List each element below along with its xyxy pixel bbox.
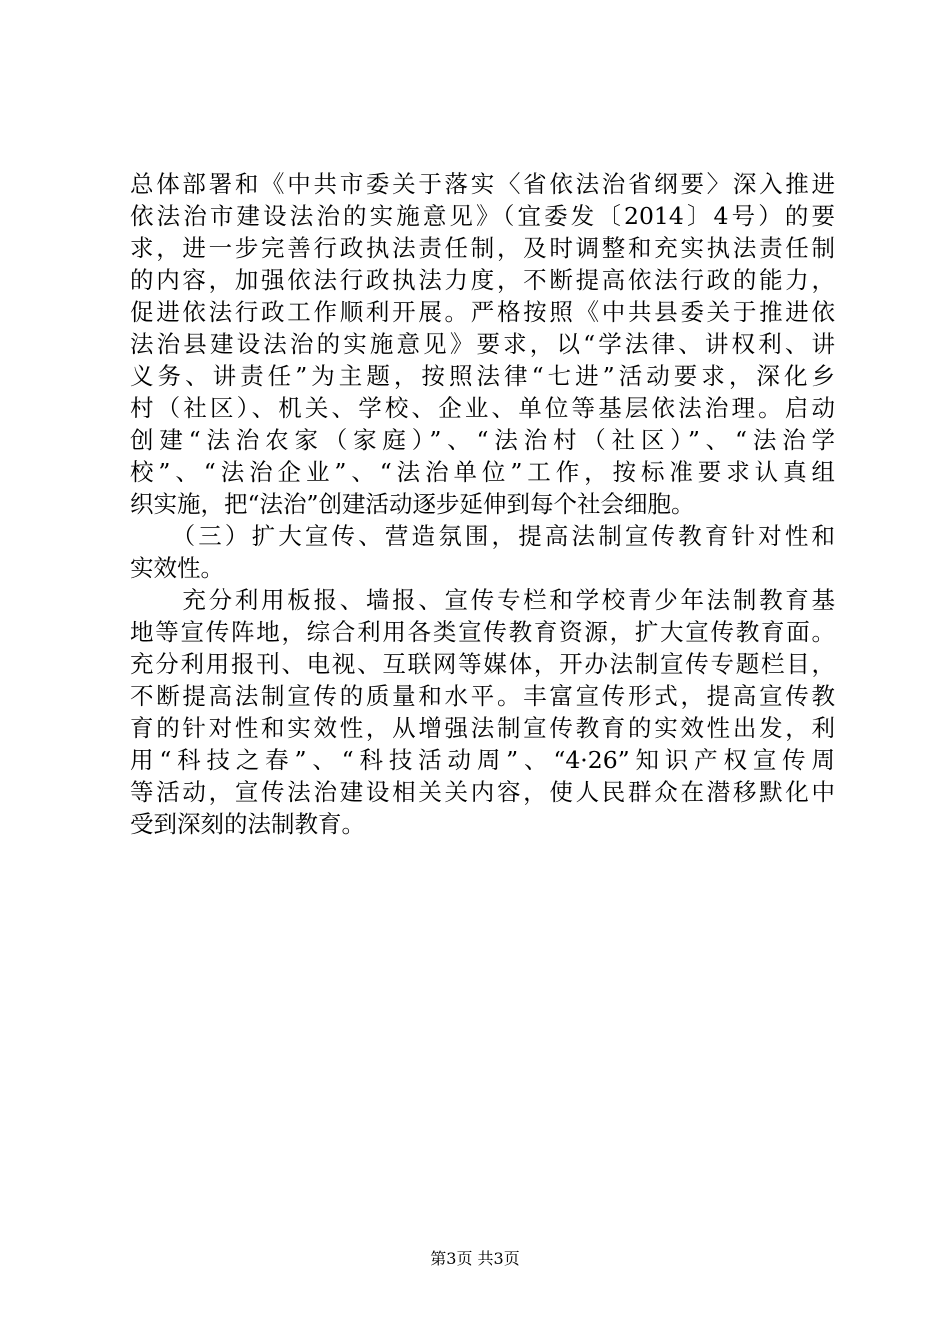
text-line: 求，进一步完善行政执法责任制，及时调整和充实执法责任制 — [130, 234, 835, 262]
section-heading-line: （三）扩大宣传、营造氛围，提高法制宣传教育针对性和 — [130, 522, 835, 550]
text-line: 义务、讲责任”为主题，按照法律“七进”活动要求，深化乡 — [130, 362, 835, 390]
text-line: 充分利用板报、墙报、宣传专栏和学校青少年法制教育基 — [130, 586, 835, 614]
section-heading-line: 实效性。 — [130, 554, 224, 582]
page-footer: 第3页 共3页 — [430, 1249, 520, 1268]
text-line: 的内容，加强依法行政执法力度，不断提高依法行政的能力， — [130, 266, 835, 294]
text-line: 促进依法行政工作顺利开展。严格按照《中共县委关于推进依 — [130, 298, 835, 326]
text-line: 用“科技之春”、“科技活动周”、“4·26”知识产权宣传周 — [130, 746, 835, 774]
text-line: 织实施，把“法治”创建活动逐步延伸到每个社会细胞。 — [130, 490, 695, 518]
text-line: 创建“法治农家（家庭）”、“法治村（社区）”、“法治学 — [130, 426, 835, 454]
text-line: 充分利用报刊、电视、互联网等媒体，开办法制宣传专题栏目， — [130, 650, 835, 678]
text-line: 地等宣传阵地，综合利用各类宣传教育资源，扩大宣传教育面。 — [130, 618, 835, 646]
text-line: 等活动，宣传法治建设相关关内容，使人民群众在潜移默化中 — [130, 778, 835, 806]
text-line: 依法治市建设法治的实施意见》（宜委发〔2014〕4号）的要 — [130, 202, 835, 230]
text-line: 育的针对性和实效性，从增强法制宣传教育的实效性出发，利 — [130, 714, 835, 742]
text-line: 法治县建设法治的实施意见》要求，以“学法律、讲权利、讲 — [130, 330, 835, 358]
text-line: 村（社区）、机关、学校、企业、单位等基层依法治理。启动 — [130, 394, 835, 422]
text-line: 校”、“法治企业”、“法治单位”工作，按标准要求认真组 — [130, 458, 835, 486]
text-line: 受到深刻的法制教育。 — [130, 810, 365, 838]
text-line: 总体部署和《中共市委关于落实〈省依法治省纲要〉深入推进 — [130, 170, 835, 198]
text-line: 不断提高法制宣传的质量和水平。丰富宣传形式，提高宣传教 — [130, 682, 835, 710]
body-text — [130, 168, 835, 840]
